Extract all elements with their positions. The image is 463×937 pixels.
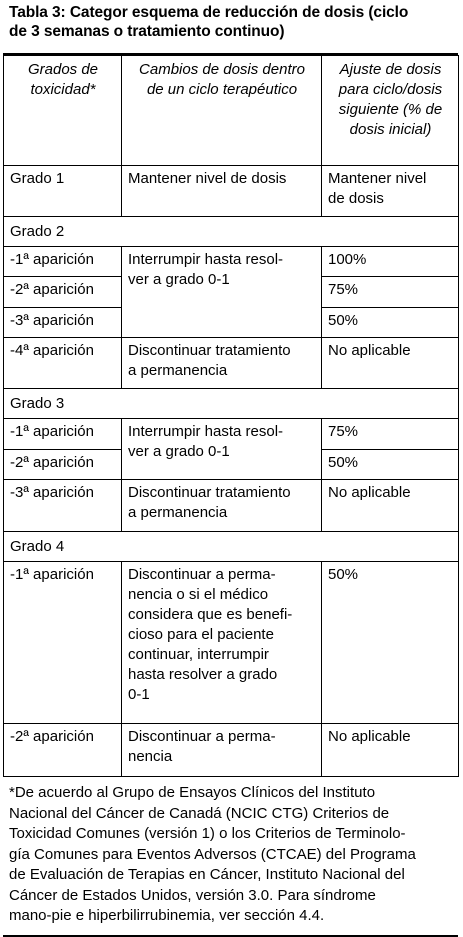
header-text: dosis inicial) xyxy=(349,121,432,138)
dose-adjust-cell: No aplicable xyxy=(322,480,459,532)
cell-text: cioso para el paciente xyxy=(128,626,274,643)
grade-group-label: Grado 3 xyxy=(4,389,459,419)
occurrence-cell: -2ª aparición xyxy=(4,450,122,480)
title-line: Tabla 3: Categor esquema de reducción de dosis (ciclo xyxy=(9,4,409,21)
header-row xyxy=(4,56,459,166)
footnote xyxy=(3,777,458,927)
dose-change-cell xyxy=(122,562,322,724)
grade-group-label: Grado 2 xyxy=(4,217,459,247)
dose-adjust-cell xyxy=(322,166,459,217)
cell-text: hasta resolver a grado xyxy=(128,666,278,683)
header-text: de un ciclo terapéutico xyxy=(146,81,298,98)
table-row xyxy=(4,338,459,389)
grade-group-row xyxy=(4,217,459,247)
dose-change-cell xyxy=(122,419,322,480)
occurrence-cell: -4ª aparición xyxy=(4,338,122,389)
footnote-line: *De acuerdo al Grupo de Ensayos Clínicos del Instituto xyxy=(9,784,376,801)
cell-text: a permanencia xyxy=(128,362,228,379)
cell-text: Discontinuar tratamiento xyxy=(128,342,291,359)
table-row xyxy=(4,419,459,450)
table-title xyxy=(3,3,458,55)
header-dose-adjustment xyxy=(322,56,459,166)
cell-text: nencia xyxy=(128,748,173,765)
dose-adjust-cell: 50% xyxy=(322,450,459,480)
occurrence-cell: -2ª aparición xyxy=(4,724,122,777)
dose-change-cell xyxy=(122,724,322,777)
footnote-line: Toxicidad Comunes (versión 1) o los Criterios de Terminolo- xyxy=(9,825,406,842)
grade-group-row xyxy=(4,389,459,419)
occurrence-cell: -1ª aparición xyxy=(4,247,122,277)
cell-text: Discontinuar a perma- xyxy=(128,566,276,583)
header-text: para ciclo/dosis xyxy=(338,81,443,98)
dose-adjust-cell: 50% xyxy=(322,562,459,724)
cell-text: ver a grado 0-1 xyxy=(128,443,230,460)
cell-text: a permanencia xyxy=(128,504,228,521)
cell-text: Interrumpir hasta resol- xyxy=(128,251,284,268)
header-toxicity-grade xyxy=(4,56,122,166)
table-row xyxy=(4,562,459,724)
cell-text: 0-1 xyxy=(128,686,150,703)
table-row xyxy=(4,166,459,217)
title-line: de 3 semanas o tratamiento continuo) xyxy=(9,23,285,40)
dose-adjust-cell: No aplicable xyxy=(322,338,459,389)
dose-change-cell xyxy=(122,480,322,532)
occurrence-cell: -1ª aparición xyxy=(4,419,122,450)
dose-adjust-cell: 50% xyxy=(322,308,459,338)
header-text: Cambios de dosis dentro xyxy=(139,61,305,78)
occurrence-cell: -3ª aparición xyxy=(4,308,122,338)
footnote-line: mano-pie e hiperbilirrubinemia, ver sección 4.4. xyxy=(9,907,325,924)
dose-adjust-cell: No aplicable xyxy=(322,724,459,777)
occurrence-cell: -1ª aparición xyxy=(4,562,122,724)
footnote-line: gía Comunes para Eventos Adversos (CTCAE) del Programa xyxy=(9,845,416,863)
table-row xyxy=(4,247,459,277)
dose-change-cell xyxy=(122,338,322,389)
cell-text: ver a grado 0-1 xyxy=(128,271,230,288)
dose-change-cell xyxy=(122,247,322,338)
header-text: Grados de xyxy=(27,61,99,78)
grade-group-row xyxy=(4,532,459,562)
dose-adjust-cell: 75% xyxy=(322,419,459,450)
table-row xyxy=(4,480,459,532)
occurrence-cell: -3ª aparición xyxy=(4,480,122,532)
grade-cell: Grado 1 xyxy=(4,166,122,217)
dose-reduction-table-document xyxy=(3,3,458,937)
header-text: siguiente (% de xyxy=(338,101,443,118)
occurrence-cell: -2ª aparición xyxy=(4,277,122,308)
cell-text: Mantener nivel xyxy=(328,170,427,187)
grade-group-label: Grado 4 xyxy=(4,532,459,562)
footnote-box xyxy=(3,777,458,937)
dose-change-cell: Mantener nivel de dosis xyxy=(122,166,322,217)
header-text: Ajuste de dosis xyxy=(339,61,442,78)
header-text: toxicidad* xyxy=(30,81,96,98)
footnote-line: Nacional del Cáncer de Canadá (NCIC CTG) Criterios de xyxy=(9,804,390,822)
dose-adjust-cell: 75% xyxy=(322,277,459,308)
footnote-line: Cáncer de Estados Unidos, versión 3.0. Para síndrome xyxy=(9,886,376,904)
cell-text: considera que es benefi- xyxy=(128,606,293,623)
cell-text: de dosis xyxy=(328,190,384,207)
dose-adjust-cell: 100% xyxy=(322,247,459,277)
dose-reduction-table xyxy=(3,55,459,777)
table-row xyxy=(4,724,459,777)
header-dose-changes xyxy=(122,56,322,166)
cell-text: nencia o si el médico xyxy=(128,586,269,603)
footnote-line: de Evaluación de Terapias en Cáncer, Instituto Nacional del xyxy=(9,866,405,883)
cell-text: continuar, interrumpir xyxy=(128,646,269,663)
cell-text: Discontinuar a perma- xyxy=(128,728,276,745)
cell-text: Discontinuar tratamiento xyxy=(128,484,291,501)
cell-text: Interrumpir hasta resol- xyxy=(128,423,284,440)
